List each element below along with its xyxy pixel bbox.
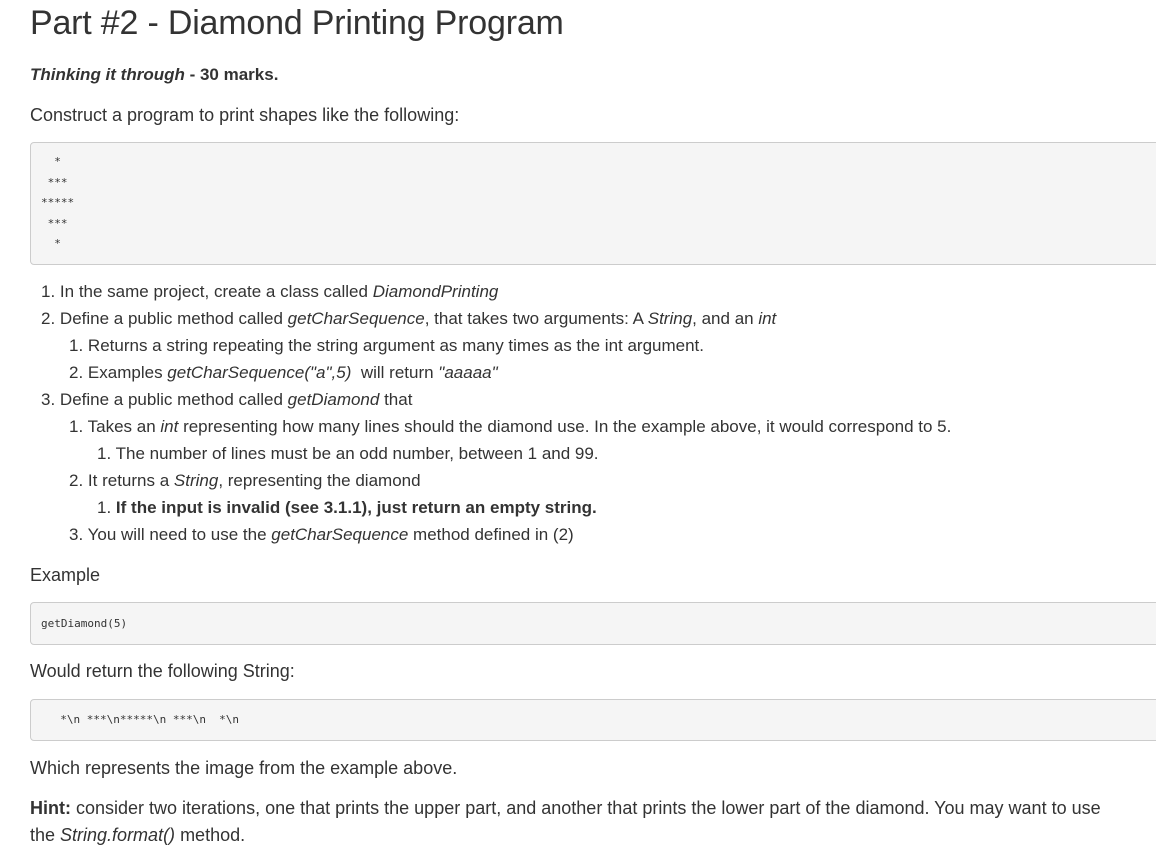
example-label: Example (30, 565, 101, 585)
example-code: getDiamond(5) (41, 617, 128, 630)
diamond-line: *** (41, 216, 68, 230)
list-item-2-2 (69, 359, 498, 386)
method-call: getCharSequence("a",5) (167, 363, 352, 382)
list-number: 1. (69, 417, 84, 436)
method-name: getCharSequence (271, 525, 409, 544)
return-code: *\n ***\n*****\n ***\n *\n (47, 713, 240, 726)
list-item-1 (41, 278, 498, 305)
intro-text: Construct a program to print shapes like the following: (30, 105, 460, 125)
list-item-3-3 (69, 521, 574, 548)
hint-text: the (30, 825, 61, 845)
subtitle-italic: Thinking it through (30, 65, 185, 84)
list-item-3-1 (69, 413, 951, 440)
list-item-2 (41, 305, 776, 332)
list-text: It returns a (87, 471, 174, 490)
diamond-line: ***** (41, 196, 75, 209)
list-text: Returns a string repeating the string argument as many times as the int argument. (87, 336, 705, 355)
list-number: 3. (41, 390, 56, 409)
diamond-line: * (41, 237, 61, 250)
list-text: method defined in (2) (408, 525, 574, 544)
method-name: String.format() (60, 825, 176, 845)
type-name: int (758, 309, 777, 328)
list-text: You will need to use the (87, 525, 272, 544)
list-number: 2. (69, 471, 84, 490)
list-item-3-2 (69, 467, 421, 494)
list-text: , representing the diamond (218, 471, 421, 490)
list-item-3 (41, 386, 412, 413)
bold-note: If the input is invalid (see 3.1.1), just return an empty string. (115, 498, 597, 517)
diamond-shape (41, 152, 1156, 255)
list-text: Takes an (87, 417, 161, 436)
class-name: DiamondPrinting (372, 282, 499, 301)
which-represents-text: Which represents the image from the example above. (30, 758, 458, 778)
hint-text: method. (175, 825, 246, 845)
list-text: The number of lines must be an odd number, between 1 and 99. (115, 444, 599, 463)
list-text: Examples (87, 363, 168, 382)
list-text: , that takes two arguments: A (424, 309, 648, 328)
hint-line-1 (30, 795, 1101, 822)
hint-label: Hint: (30, 798, 71, 818)
type-name: String (647, 309, 693, 328)
list-number: 3. (69, 525, 84, 544)
type-name: String (173, 471, 219, 490)
list-text: Define a public method called (59, 309, 288, 328)
result-value: "aaaaa" (438, 363, 498, 382)
list-text: will return (351, 363, 439, 382)
return-code-block (30, 699, 1156, 741)
list-number: 1. (41, 282, 56, 301)
page-title: Part #2 - Diamond Printing Program (30, 4, 564, 42)
list-text: that (379, 390, 413, 409)
list-item-2-1 (69, 332, 704, 359)
subtitle (30, 61, 278, 88)
method-name: getDiamond (287, 390, 380, 409)
list-item-3-2-1 (97, 494, 597, 521)
diamond-line: *** (41, 175, 68, 189)
list-number: 1. (97, 498, 112, 517)
list-text: representing how many lines should the diamond use. In the example above, it would correspond to 5. (178, 417, 952, 436)
hint-line-2 (30, 822, 245, 849)
list-text: Define a public method called (59, 390, 288, 409)
list-item-3-1-1 (97, 440, 599, 467)
subtitle-rest: - 30 marks. (184, 65, 279, 84)
list-number: 2. (69, 363, 84, 382)
list-number: 1. (97, 444, 112, 463)
list-text: , and an (692, 309, 759, 328)
example-code-block (30, 602, 1156, 645)
diamond-line: * (41, 155, 61, 168)
type-name: int (160, 417, 179, 436)
list-number: 1. (69, 336, 84, 355)
list-text: In the same project, create a class called (59, 282, 373, 301)
list-number: 2. (41, 309, 56, 328)
hint-text: consider two iterations, one that prints the upper part, and another that prints the lower part of the diamond. You may want to use (70, 798, 1101, 818)
would-return-text: Would return the following String: (30, 661, 295, 681)
method-name: getCharSequence (287, 309, 425, 328)
diamond-code-block (30, 142, 1156, 265)
